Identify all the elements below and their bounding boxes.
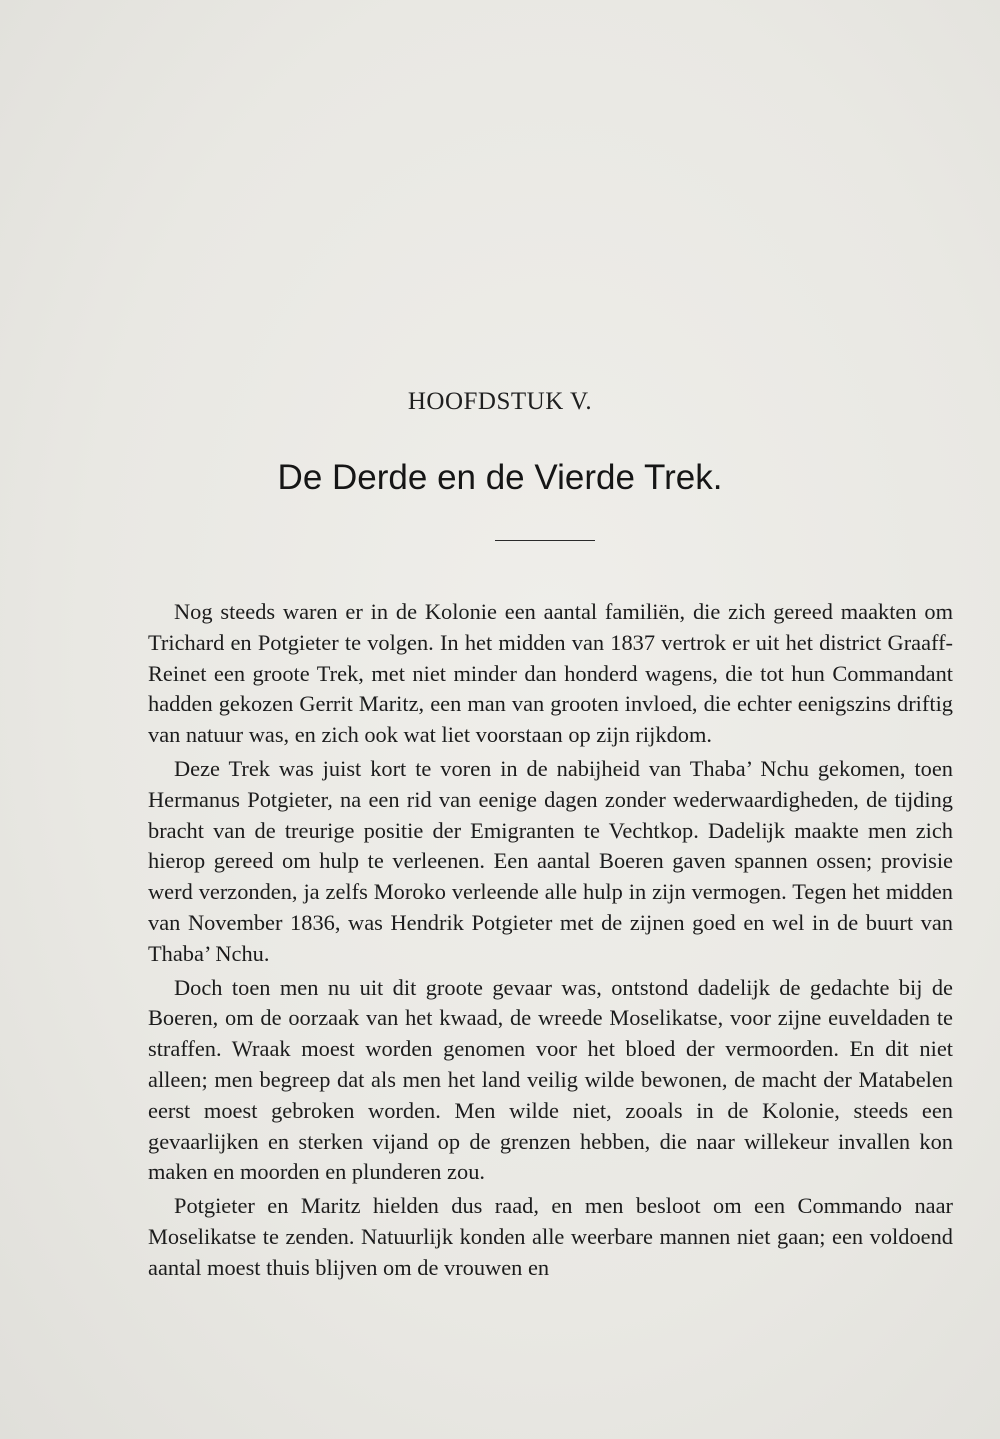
paragraph: Nog steeds waren er in de Kolonie een aantal familiën, die zich gereed maakten om Trichard en Potgieter te volgen. In het midden van 1837 vertrok er uit het district Graaff-Reinet een groote Trek, met niet minder dan honderd wagens, die tot hun Commandant hadden gekozen Gerrit Maritz, een man van grooten invloed, die echter eenigszins driftig van natuur was, en zich ook wat liet voorstaan op zijn rijkdom. bbox=[148, 599, 953, 748]
paragraph: Potgieter en Maritz hielden dus raad, en men besloot om een Commando naar Moselikatse te zenden. Natuurlijk konden alle weerbare mannen niet gaan; een voldoend aantal moest thuis blijven om de vrouwen en bbox=[148, 1193, 953, 1280]
title-divider bbox=[495, 540, 595, 541]
chapter-label: HOOFDSTUK V. bbox=[407, 388, 593, 415]
body-text bbox=[148, 597, 953, 1287]
paragraph: Deze Trek was juist kort te voren in de nabijheid van Thaba’ Nchu gekomen, toen Hermanus Potgieter, na een rid van eenige dagen zonder wederwaardigheden, de tijding bracht van de treurige positie der Emigranten te Vechtkop. Dadelijk maakte men zich hierop gereed om hulp te verleenen. Een aantal Boeren gaven spannen ossen; provisie werd verzonden, ja zelfs Moroko verleende alle hulp in zijn vermogen. Tegen het midden van November 1836, was Hendrik Potgieter met de zijnen goed en wel in de buurt van Thaba’ Nchu. bbox=[148, 755, 953, 966]
chapter-title: De Derde en de Vierde Trek. bbox=[277, 458, 723, 497]
paragraph: Doch toen men nu uit dit groote gevaar was, ontstond dadelijk de gedachte bij de Boeren, om de oorzaak van het kwaad, de wreede Moselikatse, voor zijne euveldaden te straffen. Wraak moest worden genomen voor het bloed der vermoorden. En dit niet alleen; men begreep dat als men het land veilig wilde bewonen, de macht der Matabelen eerst moest gebroken worden. Men wilde niet, zooals in de Kolonie, steeds een gevaarlijken en sterken vijand op de grenzen hebben, die naar willekeur invallen kon maken en moorden en plunderen zou. bbox=[148, 974, 953, 1185]
